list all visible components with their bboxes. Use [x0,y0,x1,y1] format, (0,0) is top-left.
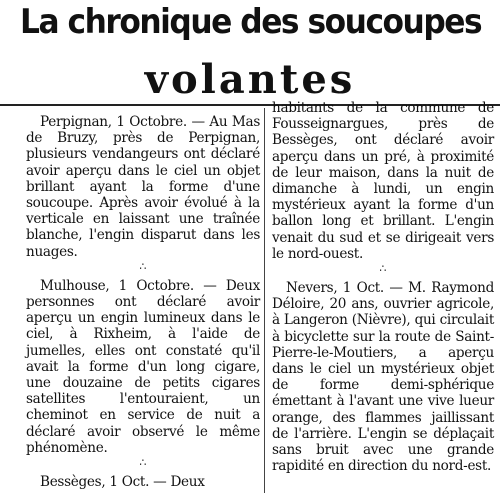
dispatch-perpignan: Perpignan, 1 Octobre. — Au Mas de Bruzy, près de Perpignan, plusieurs vendangeurs ont déclaré avoir aperçu dans le ciel un objet brillant ayant la forme d'une soucoupe. Après avoir évolué à la verticale en laissant une traînée blanche, l'engin disparut dans les nuages. [26,114,260,260]
dispatch-mulhouse: Mulhouse, 1 Octobre. — Deux personnes ont déclaré avoir aperçu un engin lumineux dans le ciel, à Rixheim, à l'aide de jumelles, elles ont constaté qu'il avait la forme d'un long cigare, une douzaine de petits cigares satellites l'entouraient, un cheminot en service de nuit a déclaré avoir observé le même phénomène. [26,277,260,456]
headline-title: La chronique des soucoupes [20,2,482,42]
dispatch-besseges-continued: habitants de la commune de Fousseignargues, près de Bessèges, ont déclaré avoir aperçu dans un pré, à proximité de leur maison, dans la nuit de dimanche à lundi, un engin mystérieux ayant la forme d'un ballon long et brillant. L'engin venait du sud et se dirigeait vers le nord-ouest. [272,100,494,262]
article-column-right [272,100,494,474]
separator-ornament: ∴ [139,259,147,273]
dispatch-besseges-start: Bessèges, 1 Oct. — Deux [40,474,205,491]
dispatch-nevers: Nevers, 1 Oct. — M. Raymond Déloire, 20 ans, ouvrier agricole, à Langeron (Nièvre), qui circulait à bicyclette sur la route de Saint-Pierre-le-Moutiers, a aperçu dans le ciel un mystérieux objet de forme demi-sphérique émettant à l'avant une vive lueur orange, des flammes jaillissant de l'arrière. L'engin se déplaçait sans bruit avec une grande rapidité en direction du nord-est. [272,280,494,475]
separator-ornament: ∴ [139,456,147,470]
column-divider [264,108,265,493]
article-column-left [26,114,260,490]
separator-ornament: ∴ [379,262,387,276]
headline-subtitle: volantes [144,56,356,103]
